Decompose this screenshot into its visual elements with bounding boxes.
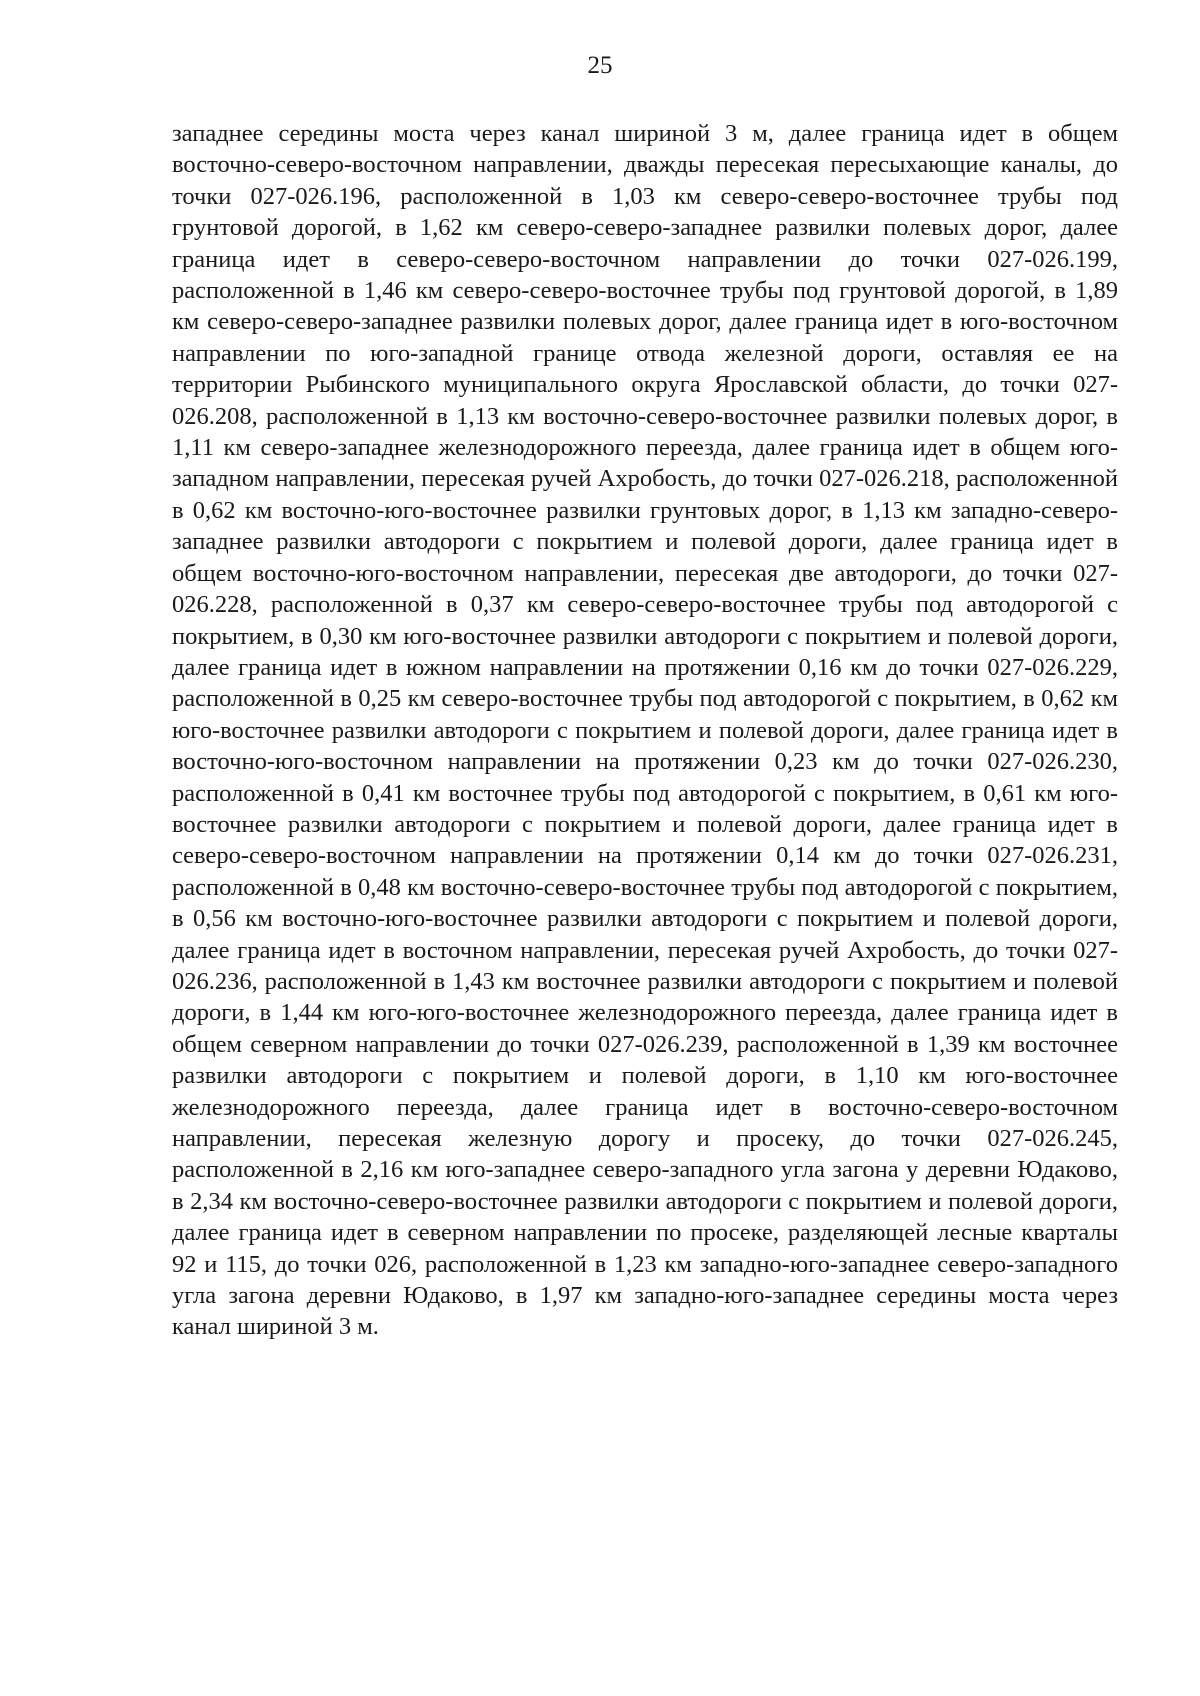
- body-paragraph: западнее середины моста через канал шириной 3 м, далее граница идет в общем восточно-северо-восточном направлении, дважды пересекая пересыхающие каналы, до точки 027-026.196, расположенной в 1,03 км северо-северо-восточнее трубы под грунтовой дорогой, в 1,62 км северо-северо-западнее развилки полевых дорог, далее граница идет в северо-северо-восточном направлении до точки 027-026.199, расположенной в 1,46 км северо-северо-восточнее трубы под грунтовой дорогой, в 1,89 км северо-северо-западнее развилки полевых дорог, далее граница идет в юго-восточном направлении по юго-западной границе отвода железной дороги, оставляя ее на территории Рыбинского муниципального округа Ярославской области, до точки 027-026.208, расположенной в 1,13 км восточно-северо-восточнее развилки полевых дорог, в 1,11 км северо-западнее железнодорожного переезда, далее граница идет в общем юго-западном направлении, пересекая ручей Ахробость, до точки 027-026.218, расположенной в 0,62 км восточно-юго-восточнее развилки грунтовых дорог, в 1,13 км западно-северо-западнее развилки автодороги с покрытием и полевой дороги, далее граница идет в общем восточно-юго-восточном направлении, пересекая две автодороги, до точки 027-026.228, расположенной в 0,37 км северо-северо-восточнее трубы под автодорогой с покрытием, в 0,30 км юго-восточнее развилки автодороги с покрытием и полевой дороги, далее граница идет в южном направлении на протяжении 0,16 км до точки 027-026.229, расположенной в 0,25 км северо-восточнее трубы под автодорогой с покрытием, в 0,62 км юго-восточнее развилки автодороги с покрытием и полевой дороги, далее граница идет в восточно-юго-восточном направлении на протяжении 0,23 км до точки 027-026.230, расположенной в 0,41 км восточнее трубы под автодорогой с покрытием, в 0,61 км юго-восточнее развилки автодороги с покрытием и полевой дороги, далее граница идет в северо-северо-восточном направлении на протяжении 0,14 км до точки 027-026.231, расположенной в 0,48 км восточно-северо-восточнее трубы под автодорогой с покрытием, в 0,56 км восточно-юго-восточнее развилки автодороги с покрытием и полевой дороги, далее граница идет в восточном направлении, пересекая ручей Ахробость, до точки 027-026.236, расположенной в 1,43 км восточнее развилки автодороги с покрытием и полевой дороги, в 1,44 км юго-юго-восточнее железнодорожного переезда, далее граница идет в общем северном направлении до точки 027-026.239, расположенной в 1,39 км восточнее развилки автодороги с покрытием и полевой дороги, в 1,10 км юго-восточнее железнодорожного переезда, далее граница идет в восточно-северо-восточном направлении, пересекая железную дорогу и просеку, до точки 027-026.245, расположенной в 2,16 км юго-западнее северо-западного угла загона у деревни Юдаково, в 2,34 км восточно-северо-восточнее развилки автодороги с покрытием и полевой дороги, далее граница идет в северном направлении по просеке, разделяющей лесные кварталы 92 и 115, до точки 026, расположенной в 1,23 км западно-юго-западнее северо-западного угла загона деревни Юдаково, в 1,97 км западно-юго-западнее середины моста через канал шириной 3 м.: [172, 120, 1118, 1341]
- page-number: 25: [587, 52, 613, 79]
